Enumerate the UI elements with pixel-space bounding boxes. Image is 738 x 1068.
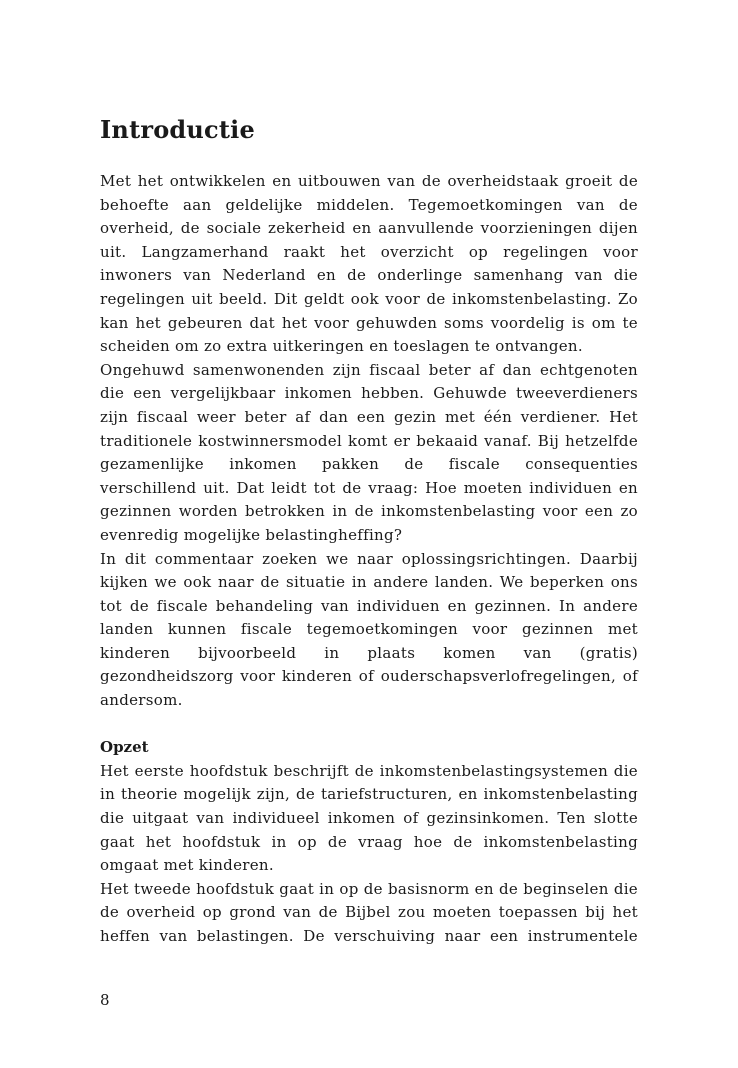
section-heading-opzet: Opzet bbox=[100, 738, 149, 757]
page-number: 8 bbox=[100, 991, 110, 1009]
page-content bbox=[100, 112, 638, 949]
intro-paragraph-1: Met het ontwikkelen en uitbouwen van de overheidstaak groeit de behoefte aan geldelijke middelen. Tegemoetkomingen van de overheid, de sociale zekerheid en aanvullende voorzieningen dijen uit. Langzamerhand raakt het overzicht op regelingen voor inwoners van Nederland en de onderlinge samenhang van die regelingen uit beeld. Dit geldt ook voor de inkomstenbelasting. Zo kan het gebeuren dat het voor gehuwden soms voordelig is om te scheiden om zo extra uitkeringen en toeslagen te ontvangen. bbox=[100, 172, 638, 356]
section-paragraph-1: Het eerste hoofdstuk beschrijft de inkomstenbelastingsystemen die in theorie mogelijk zijn, de tariefstructuren, en inkomstenbelasting die uitgaat van individueel inkomen of gezinsinkomen. Ten slotte gaat het hoofdstuk in op de vraag hoe de inkomstenbelasting omgaat met kinderen. bbox=[100, 761, 638, 875]
intro-paragraph-3: In dit commentaar zoeken we naar oplossingsrichtingen. Daarbij kijken we ook naar de situatie in andere landen. We beperken ons tot de fiscale behandeling van individuen en gezinnen. In andere landen kunnen fiscale tegemoetkomingen voor gezinnen met kinderen bijvoorbeeld in plaats komen van (gratis) gezondheidszorg voor kinderen of ouderschapsverlofregelingen, of andersom. bbox=[100, 549, 638, 710]
page-title: Introductie bbox=[100, 115, 255, 144]
section-paragraph-2: Het tweede hoofdstuk gaat in op de basisnorm en de beginselen die de overheid op grond van de Bijbel zou moeten toepassen bij het heffen van belastingen. De verschuiving naar een instrumentele bbox=[100, 879, 638, 945]
intro-paragraph-2: Ongehuwd samenwonenden zijn fiscaal beter af dan echtgenoten die een vergelijkbaar inkomen hebben. Gehuwde tweeverdieners zijn fiscaal weer beter af dan een gezin met één verdiener. Het traditionele kostwinnersmodel komt er bekaaid vanaf. Bij hetzelfde gezamenlijke inkomen pakken de fiscale consequenties verschillend uit. Dat leidt tot de vraag: Hoe moeten individuen en gezinnen worden betrokken in de inkomstenbelasting voor een zo evenredig mogelijke belastingheffing? bbox=[100, 360, 638, 544]
